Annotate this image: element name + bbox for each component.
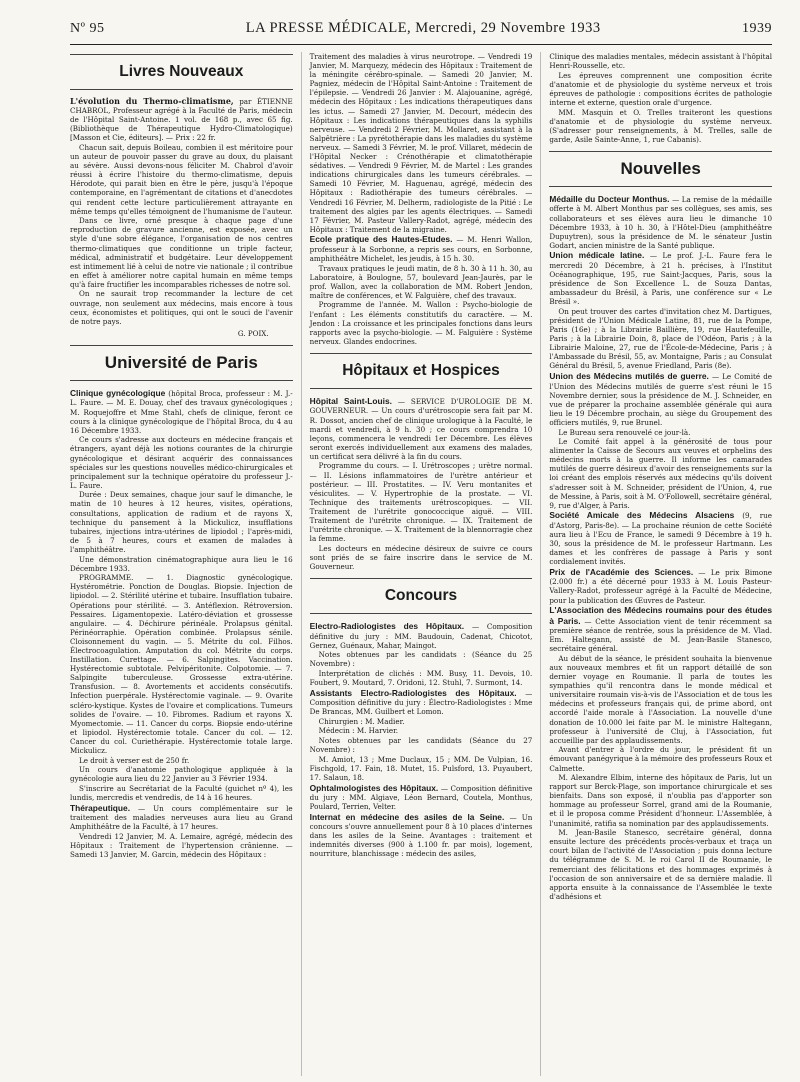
- section-title-nouvelles: Nouvelles: [620, 158, 701, 178]
- news-item: [70, 388, 293, 435]
- news-item: [310, 688, 533, 717]
- paragraph: Le Comité fait appel à la générosité de tous pour alimenter la Caisse de Secours aux veuves et orphelins des médecins morts à la guerre. Il informe les camarades mutilés de guerre désireux d'avoir des renseignements sur la loi créant des emplois réservés aux médecins qu'ils doivent s'adresser soit à M. Schneider, président de l'Union, 4, rue de Messine, à Paris, soit à M. O'Followell, secrétaire général, 9, rue d'Alger, à Paris.: [549, 437, 773, 510]
- paragraph: M. Amiot, 13 ; Mme Duclaux, 15 ; MM. De Vulpian, 16. Fischgold, 17. Fain, 18. Mutet, 15. Pulsford, 13. Puyaubert, 17. Salaun, 18.: [309, 754, 533, 782]
- divider: [70, 345, 293, 346]
- paragraph: Durée : Deux semaines, chaque jour sauf le dimanche, le matin de 10 heures à 12 heures, visites, opérations, consultations, application de radium et de rayons X, technique du pansement à la Mickulicz, insufflations tubaires, injections intra-utérines de lipiodol ; l'après-midi, de 5 à 7 heures, cours et examen de malades à l'amphithéâtre.: [70, 490, 293, 554]
- paragraph: On peut trouver des cartes d'invitation chez M. Dartigues, président de l'Union Médicale Latine, 81, rue de la Pompe, Paris (16e) ; à la Librairie Baillière, 19, rue Hautefeuille, Paris ; à la Librairie Doin, 8, place de l'Odéon, Paris ; à la Librairie Maloine, 27, rue de l'École-de-Médecine, Paris ; à l'Ambassade du Brésil, 55, av. Montaigne, Paris ; au Consulat Général du Brésil, 5, avenue Friedland, Paris (8e).: [549, 306, 773, 371]
- section-title-hopitaux: Hôpitaux et Hospices: [342, 361, 500, 379]
- item-heading: Electro-Radiologistes des Hôpitaux.: [309, 621, 465, 632]
- divider: [549, 151, 772, 152]
- paragraph: M. Alexandre Elbim, interne des hôpitaux de Paris, lut un rapport sur Berck-Plage, son importance chirurgicale et ses bienfaits. Dans son exposé, il n'oublia pas d'apporter son hommage au professeur Sorrel, grand ami de la Roumanie, et il le proposa comme Président d'honneur. L'Assemblée, à l'unanimité, ratifia sa nomination par des applaudissements.: [549, 773, 773, 828]
- paragraph: Les épreuves comprennent une composition écrite d'anatomie et de physiologie du système nerveux et trois épreuves de pathologie : compositions écrites de pathologie interne et externe, question orale d'urgence.: [549, 70, 773, 107]
- news-item: [549, 371, 772, 427]
- paragraph: Ce cours s'adresse aux docteurs en médecine français et étrangers, ayant déjà les notions courantes de la chirurgie gynécologique et désirant acquérir des connaissances spéciales sur les questions nouvelles médico-chirurgicales et principalement sur la technique opératoire du professeur J.-L. Faure.: [70, 435, 293, 490]
- news-item: [310, 234, 533, 263]
- paragraph: Programme du cours. — I. Urétroscopes ; urètre normal. — II. Lésions inflammatoires de l'urètre antérieur et postérieur. — III. Prostatites. — IV. Veru montanites et vésiculites. — V. Hypertrophie de la prostate. — VI. Technique des traitements urétroscopiques. — VII. Traitement de l'urétrite gonococcique aiguë. — VIII. Traitement de l'urétrite chronique. — IX. Traitement de l'urétrite chronique. — X. Traitement de la blennorragie chez la femme.: [309, 461, 533, 544]
- item-body: — SERVICE D'UROLOGIE DE M. GOUVERNEUR. — Un cours d'urétroscopie sera fait par M. R. Dossot, ancien chef de clinique urologique à la Faculté, le mardi et vendredi, à 9 h. 30 ; ce cours comprendra 10 leçons, commencera le vendredi 1er Décembre. Les élèves seront exercés individuellement aux examens des malades, un certificat sera délivré à la fin du cours.: [309, 396, 533, 461]
- item-body: — Cette Association vient de tenir récemment sa première séance de rentrée, sous la présidence de M. Vlad. Em. Haltegann, assisté de M. Jean-Basile Stanesco, secrétaire général.: [549, 616, 773, 654]
- item-heading: Clinique gynécologique: [70, 387, 166, 398]
- divider: [70, 380, 293, 381]
- paragraph: S'inscrire au Secrétariat de la Faculté (guichet nº 4), les lundis, mercredis et vendredis, de 14 à 16 heures.: [70, 783, 293, 802]
- book-review-heading: [70, 97, 293, 142]
- item-body: — Le prix Bimone (2.000 fr.) a été décerné pour 1933 à M. Louis Pasteur-Vallery-Radot, professeur agrégé à la Faculté de Médecine, pour la publication des Œuvres de Pasteur.: [549, 567, 773, 605]
- divider: [549, 186, 772, 187]
- issue-number: Nº 95: [70, 21, 105, 36]
- item-heading: Hôpital Saint-Louis.: [309, 395, 392, 406]
- divider: [70, 54, 293, 55]
- column-3: [540, 52, 772, 1076]
- news-item: [549, 250, 772, 306]
- item-heading: Médaille du Docteur Monthus.: [549, 193, 670, 204]
- item-body: — Le Comité de l'Union des Médecins mutilés de guerre s'est réuni le 15 Novembre dernier, sous la présidence de M. J. Schneider, en vue de préparer la prochaine assemblée générale qui aura lieu le 19 Décembre prochain, au siège du Groupement des officiers mutilés, 9, rue Brunel.: [549, 372, 773, 427]
- masthead: LA PRESSE MÉDICALE, Mercredi, 29 Novembre 1933: [245, 20, 601, 36]
- item-heading: Prix de l'Académie des Sciences.: [549, 566, 694, 577]
- header-rule: [70, 44, 772, 45]
- paragraph: Le droit à verser est de 250 fr.: [79, 755, 190, 765]
- divider: [310, 353, 533, 354]
- paragraph: Travaux pratiques le jeudi matin, de 8 h. 30 à 11 h. 30, au Laboratoire, à Boulogne, 57, boulevard Jean-Jaurès, par le prof. Wallon, avec la collaboration de MM. Robert Jendon, maître de conférences, et W. Falguière, chef des travaux.: [309, 263, 533, 300]
- item-heading: Ecole pratique des Hautes-Etudes.: [309, 234, 453, 245]
- news-item: [549, 605, 772, 653]
- paragraph: Les docteurs en médecine désireux de suivre ce cours sont priés de se faire inscrire dans le service de M. Gouverneur.: [309, 543, 533, 571]
- item-heading: Ophtalmologistes des Hôpitaux.: [309, 782, 439, 793]
- news-item: [549, 194, 772, 250]
- item-body: — Le prof. J.-L. Faure fera le mercredi 20 Décembre, à 21 h. précises, à l'Institut Océanographique, 195, rue Saint-Jacques, Paris, sous la présidence de Son Excellence L. de Souza Dantas, ambassadeur du Brésil, à Paris, une conférence sur « Le Brésil ».: [549, 251, 773, 307]
- divider: [310, 388, 533, 389]
- item-heading: Assistants Electro-Radiologistes des Hôpitaux.: [309, 687, 517, 698]
- item-heading: Société Amicale des Médecins Alsaciens: [549, 510, 735, 521]
- paragraph: Une démonstration cinématographique aura lieu le 16 Décembre 1933.: [70, 554, 293, 573]
- news-item: [549, 510, 772, 566]
- page-header: [70, 20, 772, 42]
- item-body: — Un cours complémentaire sur le traitement des maladies nerveuses aura lieu au Grand Amphithéâtre de la Faculté, à 17 heures.: [70, 803, 293, 832]
- item-body: (hôpital Broca, professeur : M. J.-L. Faure. — M. E. Douay, chef des travaux gynécologiques ; M. Roquejoffre et Mme Stahl, chefs de clinique, feront ce cours à la clinique gynécologique de l'hôpital Broca, du 4 au 16 Décembre 1933.: [70, 388, 293, 435]
- paragraph: Médecin : M. Harvier.: [318, 726, 399, 736]
- paragraph: Vendredi 12 Janvier, M. A. Lemaire, agrégé, médecin des Hôpitaux : Traitement de l'hypertension crânienne. — Samedi 13 Janvier, M. Garcin, médecin des Hôpitaux :: [70, 831, 293, 859]
- news-item: [310, 396, 533, 461]
- paragraph: Notes obtenues par les candidats : (Séance du 25 Novembre) :: [309, 650, 533, 669]
- news-item: [549, 567, 772, 605]
- signature: G. POIX.: [237, 328, 269, 338]
- column-1: [70, 52, 293, 1076]
- divider: [70, 89, 293, 90]
- paragraph: MM. Masquin et O. Trelles traiteront les questions d'anatomie et de physiologie du système nerveux. (S'adresser pour renseignements, à M. Trelles, salle de garde, Asile Sainte-Anne, 1, rue Cabanis).: [549, 107, 773, 144]
- paragraph: Interprétation de clichés : MM. Busy, 11. Devois, 10. Foubert, 9. Moutard, 7. Oridoni, 12. Stuhl, 7. Surmont, 14.: [309, 668, 533, 688]
- paragraph: Clinique des maladies mentales, médecin assistant à l'hôpital Henri-Rousselle, etc.: [549, 52, 773, 71]
- item-body: — Composition définitive du jury : MM. Algiave, Léon Bernard, Coutela, Monthus, Poulard, Terrien, Velter.: [309, 783, 533, 812]
- paragraph: Un cours d'anatomie pathologique appliquée à la gynécologie aura lieu du 22 Janvier au 3 Février 1934.: [70, 765, 293, 784]
- paragraph: M. Jean-Basile Stanesco, secrétaire général, donna ensuite lecture des précédents procès-verbaux et traça un court bilan de l'activité de l'Association ; puis donna lecture du télégramme de S. M. le roi Carol II de Roumanie, le remerciant des félicitations et des hommages exprimés à l'occasion de son anniversaire et de sa dernière maladie. Il apporta ensuite à la connaissance de l'Assemblée le texte d'adhésions et: [549, 828, 773, 901]
- item-heading: L'Association des Médecins roumains pour des études à Paris.: [549, 605, 773, 626]
- item-body: — Un concours s'ouvre annuellement pour 8 à 10 places d'internes dans les asiles de la Seine. Avantages : traitement et indemnités diverses (900 à 1.100 fr. par mois), logement, nourriture, blanchissage : médecin des asiles,: [309, 812, 533, 859]
- paragraph: Traitement des maladies à virus neurotrope. — Vendredi 19 Janvier, M. Marquezy, médecin des Hôpitaux : Traitement de la méningite cérébro-spinale. — Samedi 20 Janvier, M. Pagniez, médecin de l'Hôpital Saint-Antoine : Traitement de l'épilepsie. — Vendredi 26 Janvier : M. Alajouanine, agrégé, médecin des Hôpitaux : Les indications thérapeutiques dans les ictus. — Samedi 27 Janvier, M. Decourt, médecin des Hôpitaux : Les indications thérapeutiques dans la syphilis nerveuse. — Vendredi 2 Février, M. Mollaret, assistant à la Salpêtrière : La pyrétothérapie dans les maladies du système nerveux. — Samedi 3 Février, M. le prof. Villaret, médecin de l'Hôpital Necker : Crénothérapie et climatothérapie sédatives. — Vendredi 9 Février, M. de Martel : Les grandes indications chirurgicales dans les tumeurs cérébrales. — Samedi 10 Février, M. Haguenau, agrégé, médecin des Hôpitaux : Radiothérapie des tumeurs cérébrales. — Vendredi 16 Février, M. Delherm, radiologiste de la Pitié : Le traitement des algies par les agents électriques. — Samedi 17 Février, M. Pasteur Vallery-Radot, agrégé, médecin des Hôpitaux : Traitement de la migraine.: [309, 52, 533, 234]
- column-2: [301, 52, 533, 1076]
- section-title-livres: Livres Nouveaux: [119, 63, 244, 80]
- section-title-universite: Université de Paris: [104, 352, 258, 372]
- paragraph: On ne saurait trop recommander la lecture de cet ouvrage, non seulement aux médecins, mais encore à tous ceux, économistes et politiques, qui ont le souci de l'avenir de notre pays.: [70, 289, 293, 326]
- paragraph: Avant d'entrer à l'ordre du jour, le président fit un émouvant panégyrique à la mémoire des professeurs Roux et Calmette.: [549, 745, 773, 773]
- news-item: [310, 621, 533, 650]
- paragraph: Chacun sait, depuis Boileau, combien il est méritoire pour un auteur de pouvoir passer du grave au doux, du plaisant au sévère. Aussi devons-nous féliciter M. Chabrol d'avoir réussi à écrire l'histoire du thermo-climatisme, depuis Hérodote, qui parait bien en être le père, jusqu'à l'époque contemporaine, en l'agrémentant de citations et d'anecdotes qui rendent cette lecture particulièrement attrayante en même temps qu'elles témoignent de l'humanisme de l'auteur.: [70, 142, 293, 216]
- item-heading: Union médicale latine.: [549, 250, 645, 261]
- news-item: [310, 812, 533, 859]
- book-title: L'évolution du Thermo-climatisme,: [70, 96, 234, 106]
- item-body: — La remise de la médaille offerte à M. Albert Monthus par ses collègues, ses amis, ses collaborateurs et ses élèves aura lieu le dimanche 10 Décembre 1933, à 10 h. 30, à l'Hôtel-Dieu (amphithéâtre Dupuytren), sous la présidence de M. le sénateur Justin Godart, ancien ministre de la Santé publique.: [549, 194, 773, 250]
- paragraph: Le Bureau sera renouvelé ce jour-là.: [558, 427, 691, 437]
- item-heading: Internat en médecine des asiles de la Seine.: [309, 811, 505, 822]
- item-heading: Thérapeutique.: [70, 802, 131, 813]
- book-details: par ÉTIENNE CHABROL, Professeur agrégé à la Faculté de Paris, médecin de l'Hôpital Saint-Antoine. 1 vol. de 168 p., avec 65 fig. (Bibliothèque de Thérapeutique Hydro-Climatologique) [Masson et Cie, éditeurs]. — Prix : 22 fr.: [70, 97, 293, 143]
- section-title-concours: Concours: [384, 587, 458, 605]
- divider: [310, 613, 533, 614]
- paragraph: Chirurgien : M. Madier.: [318, 716, 405, 726]
- item-heading: Union des Médecins mutilés de guerre.: [549, 371, 709, 382]
- paragraph: Dans ce livre, orné presque à chaque page d'une reproduction de gravure ancienne, est exposée, avec un style d'une sobre élégance, l'organisation de nos centres thermo-climatiques que conditionne un triple facteur, médical, administratif et budgétaire. Leur développement est intimement lié à celui de notre vie nationale ; il contribue en effet à améliorer notre capital humain en même temps qu'à faire fructifier les incomparables richesses de notre sol.: [70, 216, 293, 289]
- page-number: 1939: [742, 21, 772, 36]
- divider: [310, 578, 533, 579]
- item-body: — Composition définitive du jury : MM. Baudouin, Cadenat, Chicotot, Gernez, Guénaux, Mahar, Maingot.: [309, 622, 533, 650]
- paragraph: Au début de la séance, le président souhaita la bienvenue aux nouveaux membres et fit un rapport détaillé de son dernier voyage en Roumanie. Il parla de toutes les sympathies qu'il rencontra dans le monde médical et universitaire roumain vis-à-vis de l'Association et de tous les médecins et professeurs français qui, de prime abord, ont accordé l'aide morale à l'Association. La nouvelle d'une donation de 10.000 lei faite par M. le ministre Haltegann, professeur à l'université de Cluj, à l'Association, fut accueillie par des applaudissements.: [549, 653, 773, 745]
- item-body: — M. Henri Wallon, professeur à la Sorbonne, a repris ses cours, en Sorbonne, amphithéâtre Michelet, les jeudis, à 15 h. 30.: [309, 235, 533, 263]
- columns: [70, 52, 772, 1076]
- item-body: (9, rue d'Astorg, Paris-8e). — La prochaine réunion de cette Société aura lieu à l'Ecu de France, le samedi 9 Décembre à 19 h. 30, sous la présidence de M. le professeur Hartmann. Les dames et les confrères de passage à Paris y sont cordialement invités.: [549, 511, 773, 567]
- paragraph: Programme de l'année. M. Wallon : Psycho-biologie de l'enfant : Les éléments constitutifs du caractère. — M. Jendon : La croissance et les principales fonctions dans leurs rapports avec la psycho-biologie. — M. Falguière : Système nerveux. Glandes endocrines.: [309, 300, 533, 346]
- news-item: [70, 803, 293, 832]
- paragraph: PROGRAMME. — 1. Diagnostic gynécologique. Hystérométrie. Ponction de Douglas. Biopsie. Injection de lipiodol. — 2. Stérilité utérine et tubaire. Insufflation tubaire. Opérations pour stérilité. — 3. Antéflexion. Rétroversion. Pessaires. Ligamentopexie. Latéro-déviation et grossesse angulaire. — 4. Déchirure périnéale. Prolapsus génital. Périnéorraphie. Opération combinée. Prolapsus sénile. Cloisonnement du vagin. — 5. Métrite du col. Filhos. Électrocoagulation. Amputation du col. Métrite du corps. Instillation. Curettage. — 6. Salpingites. Vaccination. Hystérectomie subtotale. Pelvipéritonite. Colpotomie. — 7. Salpingite tuberculeuse. Grossesse extra-utérine. Transfusion. — 8. Avortements et accidents consécutifs. Infection puerpérale. Hystérectomie vaginale. — 9. Ovarite scléro-kystique. Kystes de l'ovaire et complications. Tumeurs solides de l'ovaire. — 10. Fibromes. Radium et rayons X. Myomectomie. — 11. Cancer du corps. Biopsie endo-utérine et lipiodol. Hystérectomie totale. Cancer du col. — 12. Cancer du col. Curiethérapie. Hystérectomie totale large. Mickulicz.: [70, 573, 293, 755]
- news-item: [310, 783, 533, 812]
- item-body: — Composition définitive du jury : Électro-Radiologistes : Mme De Brancas, MM. Guilbert et Lomon.: [309, 688, 533, 717]
- paragraph: Notes obtenues par les candidats (Séance du 27 Novembre) :: [309, 736, 533, 755]
